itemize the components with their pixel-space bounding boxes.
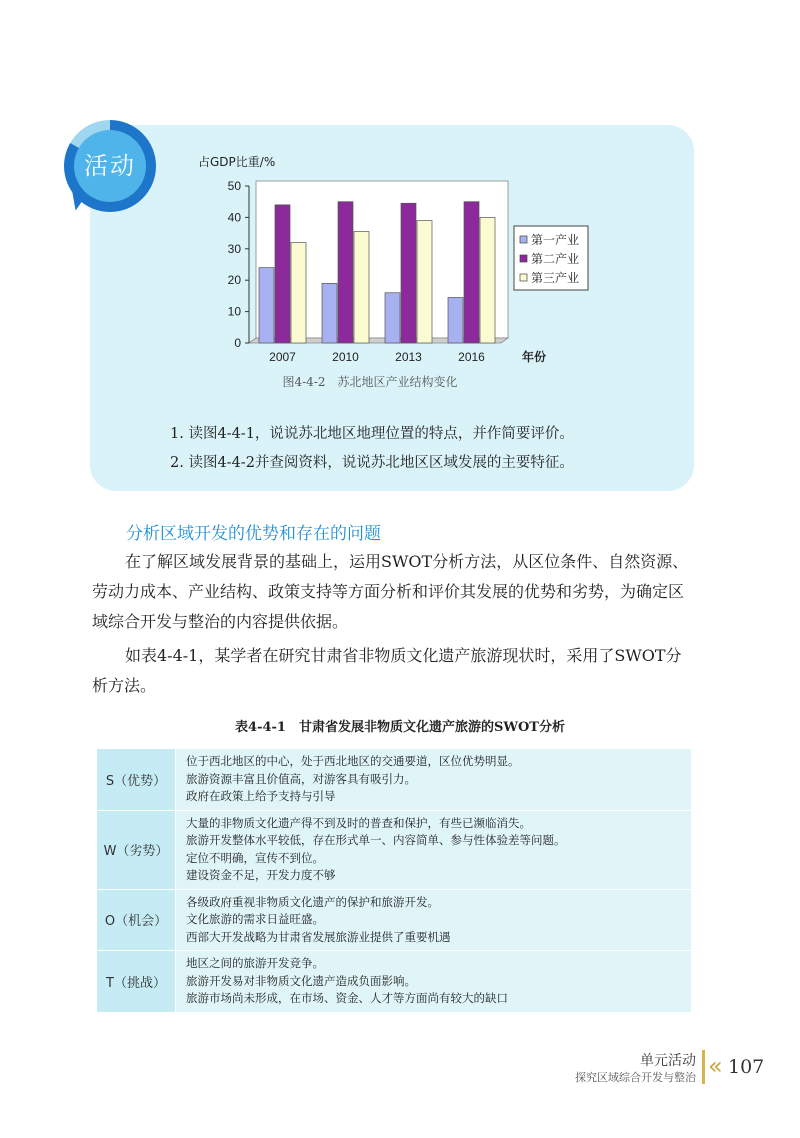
x-tick-label: 2013	[395, 350, 422, 364]
swot-content-o	[176, 889, 692, 951]
swot-line: 地区之间的旅游开发竞争。	[186, 956, 324, 970]
swot-label-t: T（挑战）	[97, 951, 176, 1013]
y-tick-label: 20	[227, 273, 241, 288]
bar-2-2016	[464, 202, 479, 343]
bar-1-2013	[385, 293, 400, 343]
section-title: 分析区域开发的优势和存在的问题	[126, 524, 381, 544]
swot-content-t	[176, 951, 692, 1013]
swot-content-s	[176, 749, 692, 811]
bar-3-2007	[291, 243, 306, 343]
swot-line: 文化旅游的需求日益旺盛。	[186, 912, 324, 926]
bar-3-2016	[480, 217, 495, 343]
question-1: 1. 读图4-4-1，说说苏北地区地理位置的特点，并作简要评价。	[170, 426, 574, 442]
swot-line: 建设资金不足，开发力度不够	[186, 868, 336, 882]
swot-table	[96, 748, 692, 1013]
y-tick-label: 40	[227, 210, 241, 225]
bar-3-2013	[417, 221, 432, 343]
question-2: 2. 读图4-4-2并查阅资料，说说苏北地区区域发展的主要特征。	[170, 455, 574, 471]
bar-2-2007	[275, 205, 290, 343]
bar-1-2016	[448, 297, 463, 343]
bar-2-2010	[338, 202, 353, 343]
x-axis-label: 年份	[522, 350, 547, 364]
x-tick-label: 2016	[458, 350, 485, 364]
bar-3-2010	[354, 232, 369, 343]
table-title: 表4-4-1 甘肃省发展非物质文化遗产旅游的SWOT分析	[235, 720, 565, 735]
table-row	[97, 749, 692, 811]
swot-line: 旅游开发易对非物质文化遗产造成负面影响。	[186, 973, 416, 988]
bar-2-2013	[401, 203, 416, 343]
y-tick-label: 30	[227, 241, 241, 256]
footer-unit-title: 单元活动	[640, 1053, 696, 1069]
legend-swatch	[520, 255, 527, 262]
swot-line: 各级政府重视非物质文化遗产的保护和旅游开发。	[186, 894, 439, 909]
page-number: 107	[728, 1056, 765, 1078]
swot-label-w: W（劣势）	[97, 810, 176, 889]
footer-unit-subtitle: 探究区域综合开发与整治	[575, 1071, 696, 1084]
paragraph-1: 在了解区域发展背景的基础上，运用SWOT分析方法，从区位条件、自然资源、劳动力成本、产业结构、政策支持等方面分析和评价其发展的优势和劣势，为确定区域综合开发与整治的内容提供依据。	[92, 552, 689, 631]
swot-line: 大量的非物质文化遗产得不到及时的普查和保护，有些已濒临消失。	[186, 815, 531, 830]
swot-line: 政府在政策上给予支持与引导	[186, 789, 336, 803]
legend-label: 第一产业	[531, 233, 580, 247]
swot-line: 西部大开发战略为甘肃省发展旅游业提供了重要机遇	[186, 929, 451, 944]
industry-bar-chart	[190, 150, 600, 372]
swot-content-w	[176, 810, 692, 889]
table-row	[97, 951, 692, 1013]
legend-label: 第三产业	[531, 271, 580, 285]
legend-swatch	[520, 274, 527, 281]
swot-line: 定位不明确，宣传不到位。	[186, 850, 324, 865]
x-tick-label: 2010	[332, 350, 359, 364]
bar-1-2007	[259, 268, 274, 343]
y-tick-label: 0	[234, 336, 241, 350]
double-chevron-left-icon: «	[708, 1052, 723, 1080]
table-row	[97, 810, 692, 889]
bar-1-2010	[322, 283, 337, 343]
swot-label-o: O（机会）	[97, 889, 176, 951]
paragraph-2: 如表4-4-1，某学者在研究甘肃省非物质文化遗产旅游现状时，采用了SWOT分析方法。	[92, 646, 682, 695]
swot-line: 旅游资源丰富且价值高，对游客具有吸引力。	[186, 771, 416, 786]
swot-label-s: S（优势）	[97, 749, 176, 811]
legend-swatch	[520, 236, 527, 243]
y-tick-label: 50	[227, 179, 241, 193]
y-axis-label: 占GDP比重/%	[198, 155, 276, 169]
x-tick-label: 2007	[269, 350, 296, 364]
legend-label: 第二产业	[531, 252, 580, 266]
figure-caption: 图4-4-2 苏北地区产业结构变化	[282, 375, 458, 389]
swot-line: 旅游开发整体水平较低，存在形式单一、内容简单、参与性体验差等问题。	[186, 833, 566, 847]
activity-badge: 活动	[74, 130, 146, 202]
swot-line: 旅游市场尚未形成，在市场、资金、人才等方面尚有较大的缺口	[186, 991, 508, 1005]
footer-divider	[702, 1050, 705, 1084]
y-tick-label: 10	[227, 304, 241, 319]
swot-line: 位于西北地区的中心，处于西北地区的交通要道，区位优势明显。	[186, 754, 520, 768]
table-row	[97, 889, 692, 951]
